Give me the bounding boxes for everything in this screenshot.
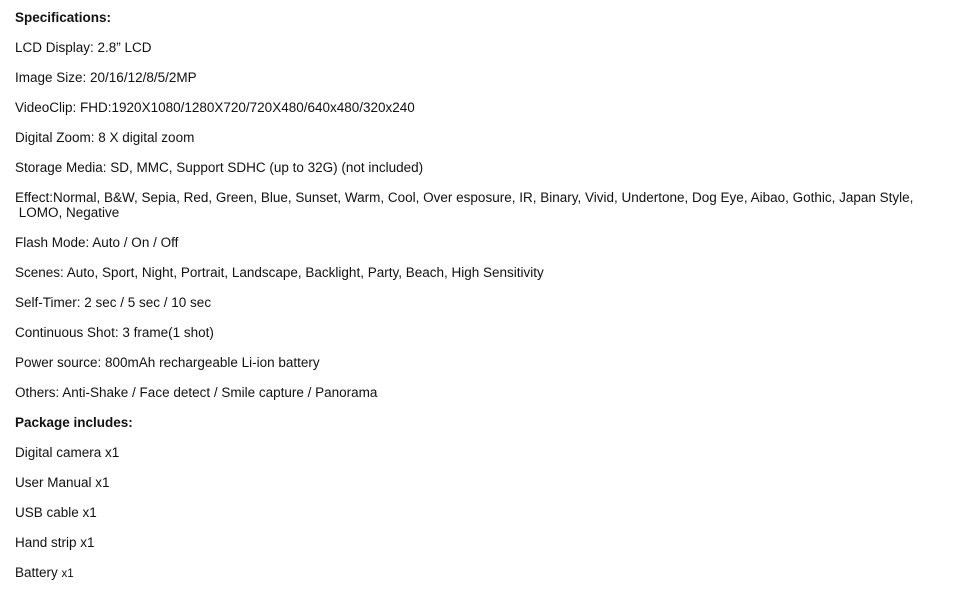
spec-others: Others: Anti-Shake / Face detect / Smile capture / Panorama — [15, 385, 378, 400]
spec-power-source: Power source: 800mAh rechargeable Li-ion battery — [15, 355, 320, 370]
spec-scenes: Scenes: Auto, Sport, Night, Portrait, Landscape, Backlight, Party, Beach, High Sensitivity — [15, 265, 544, 280]
spec-self-timer: Self-Timer: 2 sec / 5 sec / 10 sec — [15, 295, 212, 310]
spec-image-size: Image Size: 20/16/12/8/5/2MP — [15, 70, 197, 85]
spec-effect: Effect:Normal, B&W, Sepia, Red, Green, Blue, Sunset, Warm, Cool, Over esposure, IR, Binary, Vivid, Undertone, Dog Eye, Aibao, Gothic, Japan Style, — [15, 190, 914, 205]
spec-digital-zoom: Digital Zoom: 8 X digital zoom — [15, 130, 195, 145]
spec-flash-mode: Flash Mode: Auto / On / Off — [15, 235, 179, 250]
spec-effect-continued: LOMO, Negative — [15, 205, 120, 220]
package-item-manual: User Manual x1 — [15, 475, 110, 490]
spec-storage-media: Storage Media: SD, MMC, Support SDHC (up to 32G) (not included) — [15, 160, 424, 175]
package-item-hand-strip: Hand strip x1 — [15, 535, 95, 550]
specifications-heading: Specifications: — [15, 10, 112, 25]
battery-quantity: x1 — [61, 568, 74, 580]
spec-continuous-shot: Continuous Shot: 3 frame(1 shot) — [15, 325, 214, 340]
battery-label: Battery — [15, 565, 58, 580]
package-item-camera: Digital camera x1 — [15, 445, 120, 460]
package-heading: Package includes: — [15, 415, 133, 430]
package-item-battery — [15, 565, 74, 582]
spec-lcd-display: LCD Display: 2.8” LCD — [15, 40, 152, 55]
package-item-usb-cable: USB cable x1 — [15, 505, 97, 520]
spec-video-clip: VideoClip: FHD:1920X1080/1280X720/720X480/640x480/320x240 — [15, 100, 415, 115]
